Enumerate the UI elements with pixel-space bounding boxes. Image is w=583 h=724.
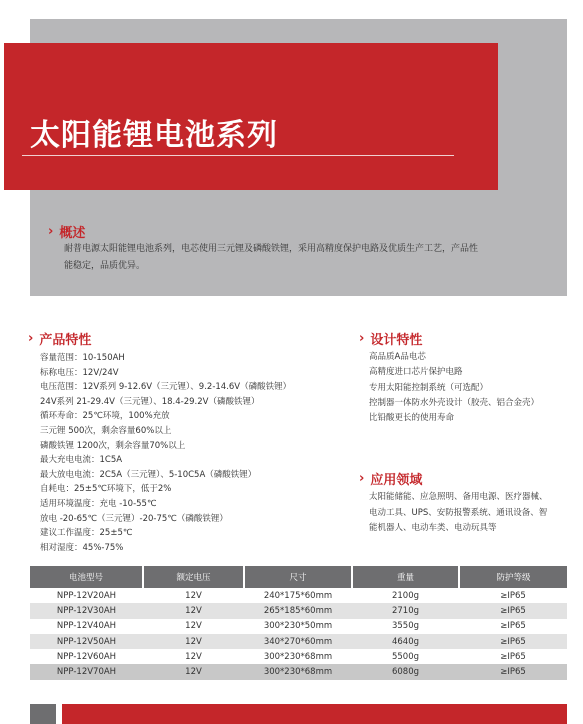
list-item: 电压范围：12V系列 9-12.6V（三元锂）、9.2-14.6V（磷酸铁锂）: [40, 382, 292, 393]
page-title: 太阳能锂电池系列: [30, 118, 278, 153]
table-cell: ≥IP65: [459, 588, 567, 603]
overview-heading-label: 概述: [59, 226, 86, 241]
list-item: 适用环境温度：充电 -10-55℃: [40, 498, 157, 509]
list-item: 比铅酸更长的使用寿命: [369, 413, 455, 424]
list-item: 容量范围：10-150AH: [40, 353, 125, 363]
chevron-right-icon: ›: [48, 224, 54, 239]
table-cell: ≥IP65: [459, 619, 567, 634]
table-cell: 340*270*60mm: [244, 634, 352, 649]
list-item: 高品质A品电芯: [369, 352, 426, 362]
table-cell: NPP-12V70AH: [30, 664, 143, 679]
footer-red-bar: [62, 704, 567, 724]
applications-text: 太阳能储能、应急照明、备用电源、医疗器械、电动工具、UPS、安防报警系统、通讯设备、智能机器人、电动车类、电动玩具等: [369, 492, 548, 533]
overview-text: 耐普电源太阳能锂电池系列，电芯使用三元锂及磷酸铁锂，采用高精度保护电路及优质生产工艺，产品性能稳定，品质优异。: [64, 244, 479, 271]
table-cell: 300*230*50mm: [244, 619, 352, 634]
table-cell: NPP-12V20AH: [30, 588, 143, 603]
applications-heading-label: 应用领域: [370, 473, 423, 488]
table-cell: NPP-12V60AH: [30, 649, 143, 664]
list-item: 最大充电电流：1C5A: [40, 455, 123, 466]
table-cell: 265*185*60mm: [244, 603, 352, 618]
table-cell: 12V: [143, 649, 244, 664]
features-list: [40, 351, 291, 555]
table-cell: 12V: [143, 588, 244, 603]
table-header-row: [30, 566, 567, 588]
list-item: 24V系列 21-29.4V（三元锂）、18.4-29.2V（磷酸铁锂）: [40, 396, 260, 407]
table-cell: ≥IP65: [459, 664, 567, 679]
list-item: 三元锂 500次，剩余容量60%以上: [40, 425, 172, 436]
table-cell: 5500g: [352, 649, 459, 664]
table-cell: ≥IP65: [459, 649, 567, 664]
column-header: 尺寸: [244, 566, 352, 588]
list-item: 自耗电：25±5℃环境下，低于2%: [40, 484, 172, 495]
column-header: 额定电压: [143, 566, 244, 588]
table-row: [30, 634, 567, 649]
table-cell: 2100g: [352, 588, 459, 603]
list-item: 高精度进口芯片保护电路: [369, 367, 463, 378]
column-header: 重量: [352, 566, 459, 588]
footer-gray-block: [30, 704, 56, 724]
table-cell: ≥IP65: [459, 603, 567, 618]
table-row: [30, 664, 567, 679]
column-header: 防护等级: [459, 566, 567, 588]
table-row: [30, 588, 567, 603]
table-cell: 3550g: [352, 619, 459, 634]
table-row: [30, 649, 567, 664]
features-heading: [28, 329, 91, 348]
table-cell: 4640g: [352, 634, 459, 649]
table-cell: 6080g: [352, 664, 459, 679]
list-item: 放电 -20-65℃（三元锂）-20-75℃（磷酸铁锂）: [40, 513, 228, 524]
table-cell: ≥IP65: [459, 634, 567, 649]
applications-heading: [359, 469, 422, 488]
table-cell: 12V: [143, 603, 244, 618]
chevron-right-icon: ›: [359, 471, 365, 486]
list-item: 建议工作温度：25±5℃: [40, 528, 133, 539]
list-item: 循环寿命：25℃环境，100%充放: [40, 411, 170, 422]
table-row: [30, 619, 567, 634]
table-cell: NPP-12V50AH: [30, 634, 143, 649]
features-heading-label: 产品特性: [39, 333, 92, 348]
table-row: [30, 603, 567, 618]
design-heading: [359, 329, 422, 348]
list-item: 控制器一体防水外壳设计（胶壳、铝合金壳）: [369, 397, 540, 408]
design-heading-label: 设计特性: [370, 333, 423, 348]
spec-table: [30, 566, 567, 680]
table-cell: 12V: [143, 664, 244, 679]
title-divider: [22, 155, 454, 156]
table-cell: NPP-12V30AH: [30, 603, 143, 618]
chevron-right-icon: ›: [359, 331, 365, 346]
table-cell: NPP-12V40AH: [30, 619, 143, 634]
list-item: 磷酸铁锂 1200次，剩余容量70%以上: [40, 440, 186, 451]
list-item: 标称电压：12V/24V: [40, 367, 119, 378]
table-cell: 12V: [143, 619, 244, 634]
list-item: 最大放电电流：2C5A（三元锂）、5-10C5A（磷酸铁锂）: [40, 469, 257, 480]
list-item: 相对湿度：45%-75%: [40, 542, 124, 553]
table-cell: 300*230*68mm: [244, 649, 352, 664]
table-cell: 2710g: [352, 603, 459, 618]
overview-heading: [48, 222, 85, 241]
design-list: [369, 350, 539, 426]
table-cell: 300*230*68mm: [244, 664, 352, 679]
table-cell: 12V: [143, 634, 244, 649]
chevron-right-icon: ›: [28, 331, 34, 346]
list-item: 专用太阳能控制系统（可选配）: [369, 382, 489, 393]
column-header: 电池型号: [30, 566, 143, 588]
table-cell: 240*175*60mm: [244, 588, 352, 603]
